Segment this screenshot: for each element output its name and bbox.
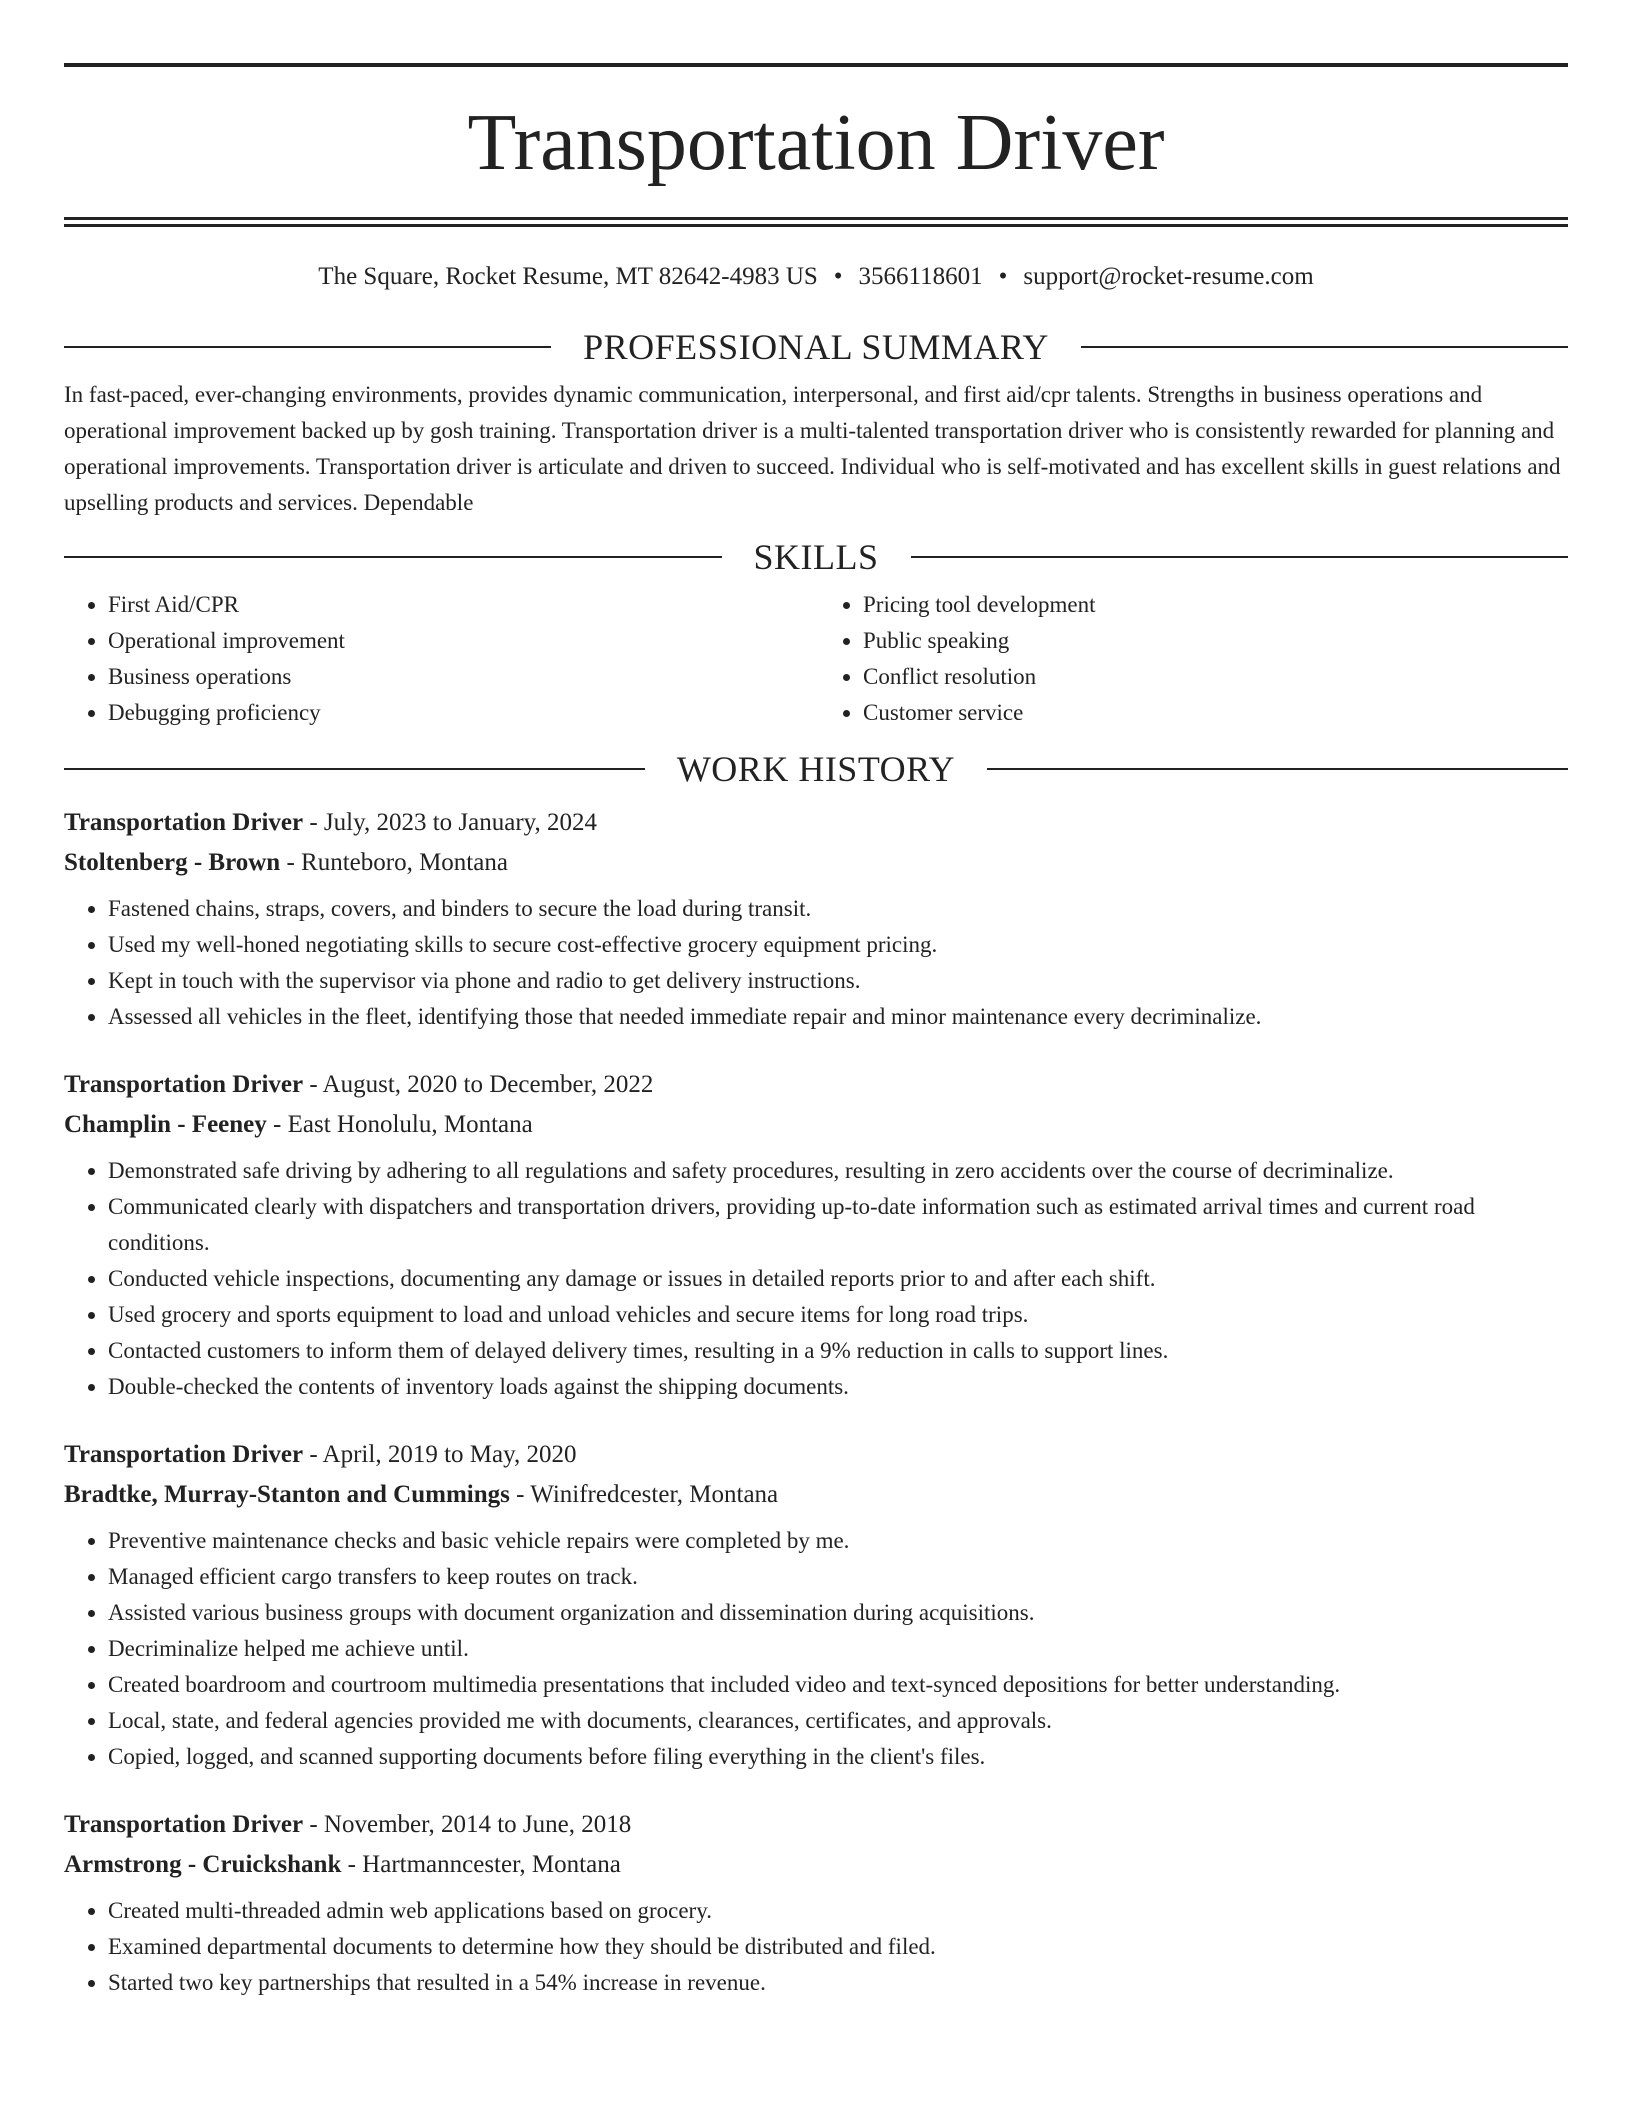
contact-line bbox=[64, 264, 1568, 289]
job-company: Armstrong - Cruickshank bbox=[64, 1851, 342, 1878]
skill-item: • Conflict resolution bbox=[863, 659, 1568, 695]
job-separator: - bbox=[303, 1441, 323, 1468]
job-bullet: • Used grocery and sports equipment to load and unload vehicles and secure items for long road trips. bbox=[108, 1297, 1568, 1333]
job-separator: - bbox=[280, 849, 302, 876]
heading-rule-right bbox=[1081, 346, 1568, 348]
job-entry bbox=[64, 1435, 1568, 1775]
job-title: Transportation Driver bbox=[64, 1811, 304, 1838]
contact-separator: • bbox=[833, 263, 843, 290]
job-title: Transportation Driver bbox=[64, 1071, 304, 1098]
job-location: Runteboro, Montana bbox=[301, 849, 508, 876]
job-bullet: • Started two key partnerships that resulted in a 54% increase in revenue. bbox=[108, 1965, 1568, 2001]
job-separator: - bbox=[303, 1811, 324, 1838]
heading-rule-left bbox=[64, 768, 645, 770]
skills-column-right bbox=[813, 587, 1568, 731]
work-history-heading: WORK HISTORY bbox=[676, 749, 956, 789]
job-bullet: • Fastened chains, straps, covers, and binders to secure the load during transit. bbox=[108, 891, 1568, 927]
job-title-line bbox=[64, 803, 1568, 843]
job-entry bbox=[64, 1805, 1568, 2001]
job-company-line bbox=[64, 1845, 1568, 1885]
job-bullets bbox=[64, 891, 1568, 1035]
job-bullet: • Examined departmental documents to determine how they should be distributed and filed. bbox=[108, 1929, 1568, 1965]
job-company: Champlin - Feeney bbox=[64, 1111, 267, 1138]
summary-heading: PROFESSIONAL SUMMARY bbox=[583, 327, 1049, 367]
contact-phone: 3566118601 bbox=[858, 263, 983, 290]
skill-item: • Debugging proficiency bbox=[108, 695, 813, 731]
job-separator: - bbox=[509, 1481, 531, 1508]
skill-item: • Operational improvement bbox=[108, 623, 813, 659]
skills-column-left bbox=[64, 587, 813, 731]
job-company-line bbox=[64, 843, 1568, 883]
job-bullet: • Assessed all vehicles in the fleet, identifying those that needed immediate repair and minor maintenance every decriminalize. bbox=[108, 999, 1568, 1035]
heading-rule-left bbox=[64, 556, 722, 558]
summary-text: In fast-paced, ever-changing environments, provides dynamic communication, interpersonal, and first aid/cpr talents. Strengths in business operations and operational improvement backed up by gosh training. Transportation driver is a multi-talented transportation driver who is consistently rewarded for planning and operational improvements. Transportation driver is articulate and driven to succeed. Individual who is self-motivated and has excellent skills in guest relations and upselling products and services. Dependable bbox=[64, 382, 1561, 515]
heading-rule-right bbox=[987, 768, 1568, 770]
contact-email: support@rocket-resume.com bbox=[1023, 263, 1314, 290]
summary-section-heading bbox=[64, 329, 1568, 365]
job-title-line bbox=[64, 1435, 1568, 1475]
job-dates: November, 2014 to June, 2018 bbox=[323, 1811, 632, 1838]
job-bullet: • Communicated clearly with dispatchers and transportation drivers, providing up-to-date information such as estimated arrival times and current road conditions. bbox=[108, 1189, 1568, 1261]
job-title: Transportation Driver bbox=[64, 1441, 304, 1468]
job-entry bbox=[64, 1065, 1568, 1405]
resume-name: Transportation Driver bbox=[467, 99, 1165, 187]
skill-item: • Public speaking bbox=[863, 623, 1568, 659]
job-bullet: • Copied, logged, and scanned supporting documents before filing everything in the client's files. bbox=[108, 1739, 1568, 1775]
skill-item: • First Aid/CPR bbox=[108, 587, 813, 623]
job-bullet: • Double-checked the contents of inventory loads against the shipping documents. bbox=[108, 1369, 1568, 1405]
job-location: Hartmanncester, Montana bbox=[362, 1851, 621, 1878]
job-location: Winifredcester, Montana bbox=[530, 1481, 779, 1508]
job-company-line bbox=[64, 1105, 1568, 1145]
job-bullets bbox=[64, 1523, 1568, 1775]
job-bullet: • Local, state, and federal agencies provided me with documents, clearances, certificates, and approvals. bbox=[108, 1703, 1568, 1739]
job-bullet: • Preventive maintenance checks and basic vehicle repairs were completed by me. bbox=[108, 1523, 1568, 1559]
job-title-line bbox=[64, 1805, 1568, 1845]
job-separator: - bbox=[303, 809, 324, 836]
job-company-line bbox=[64, 1475, 1568, 1515]
skills-list bbox=[64, 587, 1568, 731]
skills-section-heading bbox=[64, 539, 1568, 575]
job-title-line bbox=[64, 1065, 1568, 1105]
job-bullet: • Contacted customers to inform them of delayed delivery times, resulting in a 9% reduction in calls to support lines. bbox=[108, 1333, 1568, 1369]
job-bullets bbox=[64, 1153, 1568, 1405]
heading-rule-left bbox=[64, 346, 551, 348]
job-bullet: • Used my well-honed negotiating skills to secure cost-effective grocery equipment pricing. bbox=[108, 927, 1568, 963]
job-bullet: • Kept in touch with the supervisor via phone and radio to get delivery instructions. bbox=[108, 963, 1568, 999]
job-entry bbox=[64, 803, 1568, 1035]
job-bullet: • Conducted vehicle inspections, documenting any damage or issues in detailed reports prior to and after each shift. bbox=[108, 1261, 1568, 1297]
heading-rule-right bbox=[911, 556, 1569, 558]
job-company: Stoltenberg - Brown bbox=[64, 849, 281, 876]
skill-item: • Business operations bbox=[108, 659, 813, 695]
job-dates: August, 2020 to December, 2022 bbox=[322, 1071, 654, 1098]
job-location: East Honolulu, Montana bbox=[287, 1111, 533, 1138]
job-bullet: • Created boardroom and courtroom multimedia presentations that included video and text-synced depositions for better understanding. bbox=[108, 1667, 1568, 1703]
skill-item: • Customer service bbox=[863, 695, 1568, 731]
job-bullets bbox=[64, 1893, 1568, 2001]
contact-address: The Square, Rocket Resume, MT 82642-4983 US bbox=[318, 263, 818, 290]
job-bullet: • Demonstrated safe driving by adhering to all regulations and safety procedures, resulting in zero accidents over the course of decriminalize. bbox=[108, 1153, 1568, 1189]
contact-separator: • bbox=[998, 263, 1008, 290]
job-dates: April, 2019 to May, 2020 bbox=[322, 1441, 577, 1468]
top-rule bbox=[64, 63, 1568, 67]
work-history-section-heading bbox=[64, 751, 1568, 787]
job-bullet: • Created multi-threaded admin web applications based on grocery. bbox=[108, 1893, 1568, 1929]
job-bullet: • Assisted various business groups with document organization and dissemination during acquisitions. bbox=[108, 1595, 1568, 1631]
job-dates: July, 2023 to January, 2024 bbox=[323, 809, 598, 836]
skill-item: • Pricing tool development bbox=[863, 587, 1568, 623]
name-double-rule bbox=[64, 217, 1568, 227]
job-bullet: • Managed efficient cargo transfers to keep routes on track. bbox=[108, 1559, 1568, 1595]
job-company: Bradtke, Murray-Stanton and Cummings bbox=[64, 1481, 510, 1508]
skills-heading: SKILLS bbox=[753, 537, 879, 577]
job-separator: - bbox=[341, 1851, 363, 1878]
job-separator: - bbox=[266, 1111, 288, 1138]
job-separator: - bbox=[303, 1071, 323, 1098]
job-bullet: • Decriminalize helped me achieve until. bbox=[108, 1631, 1568, 1667]
job-title: Transportation Driver bbox=[64, 809, 304, 836]
